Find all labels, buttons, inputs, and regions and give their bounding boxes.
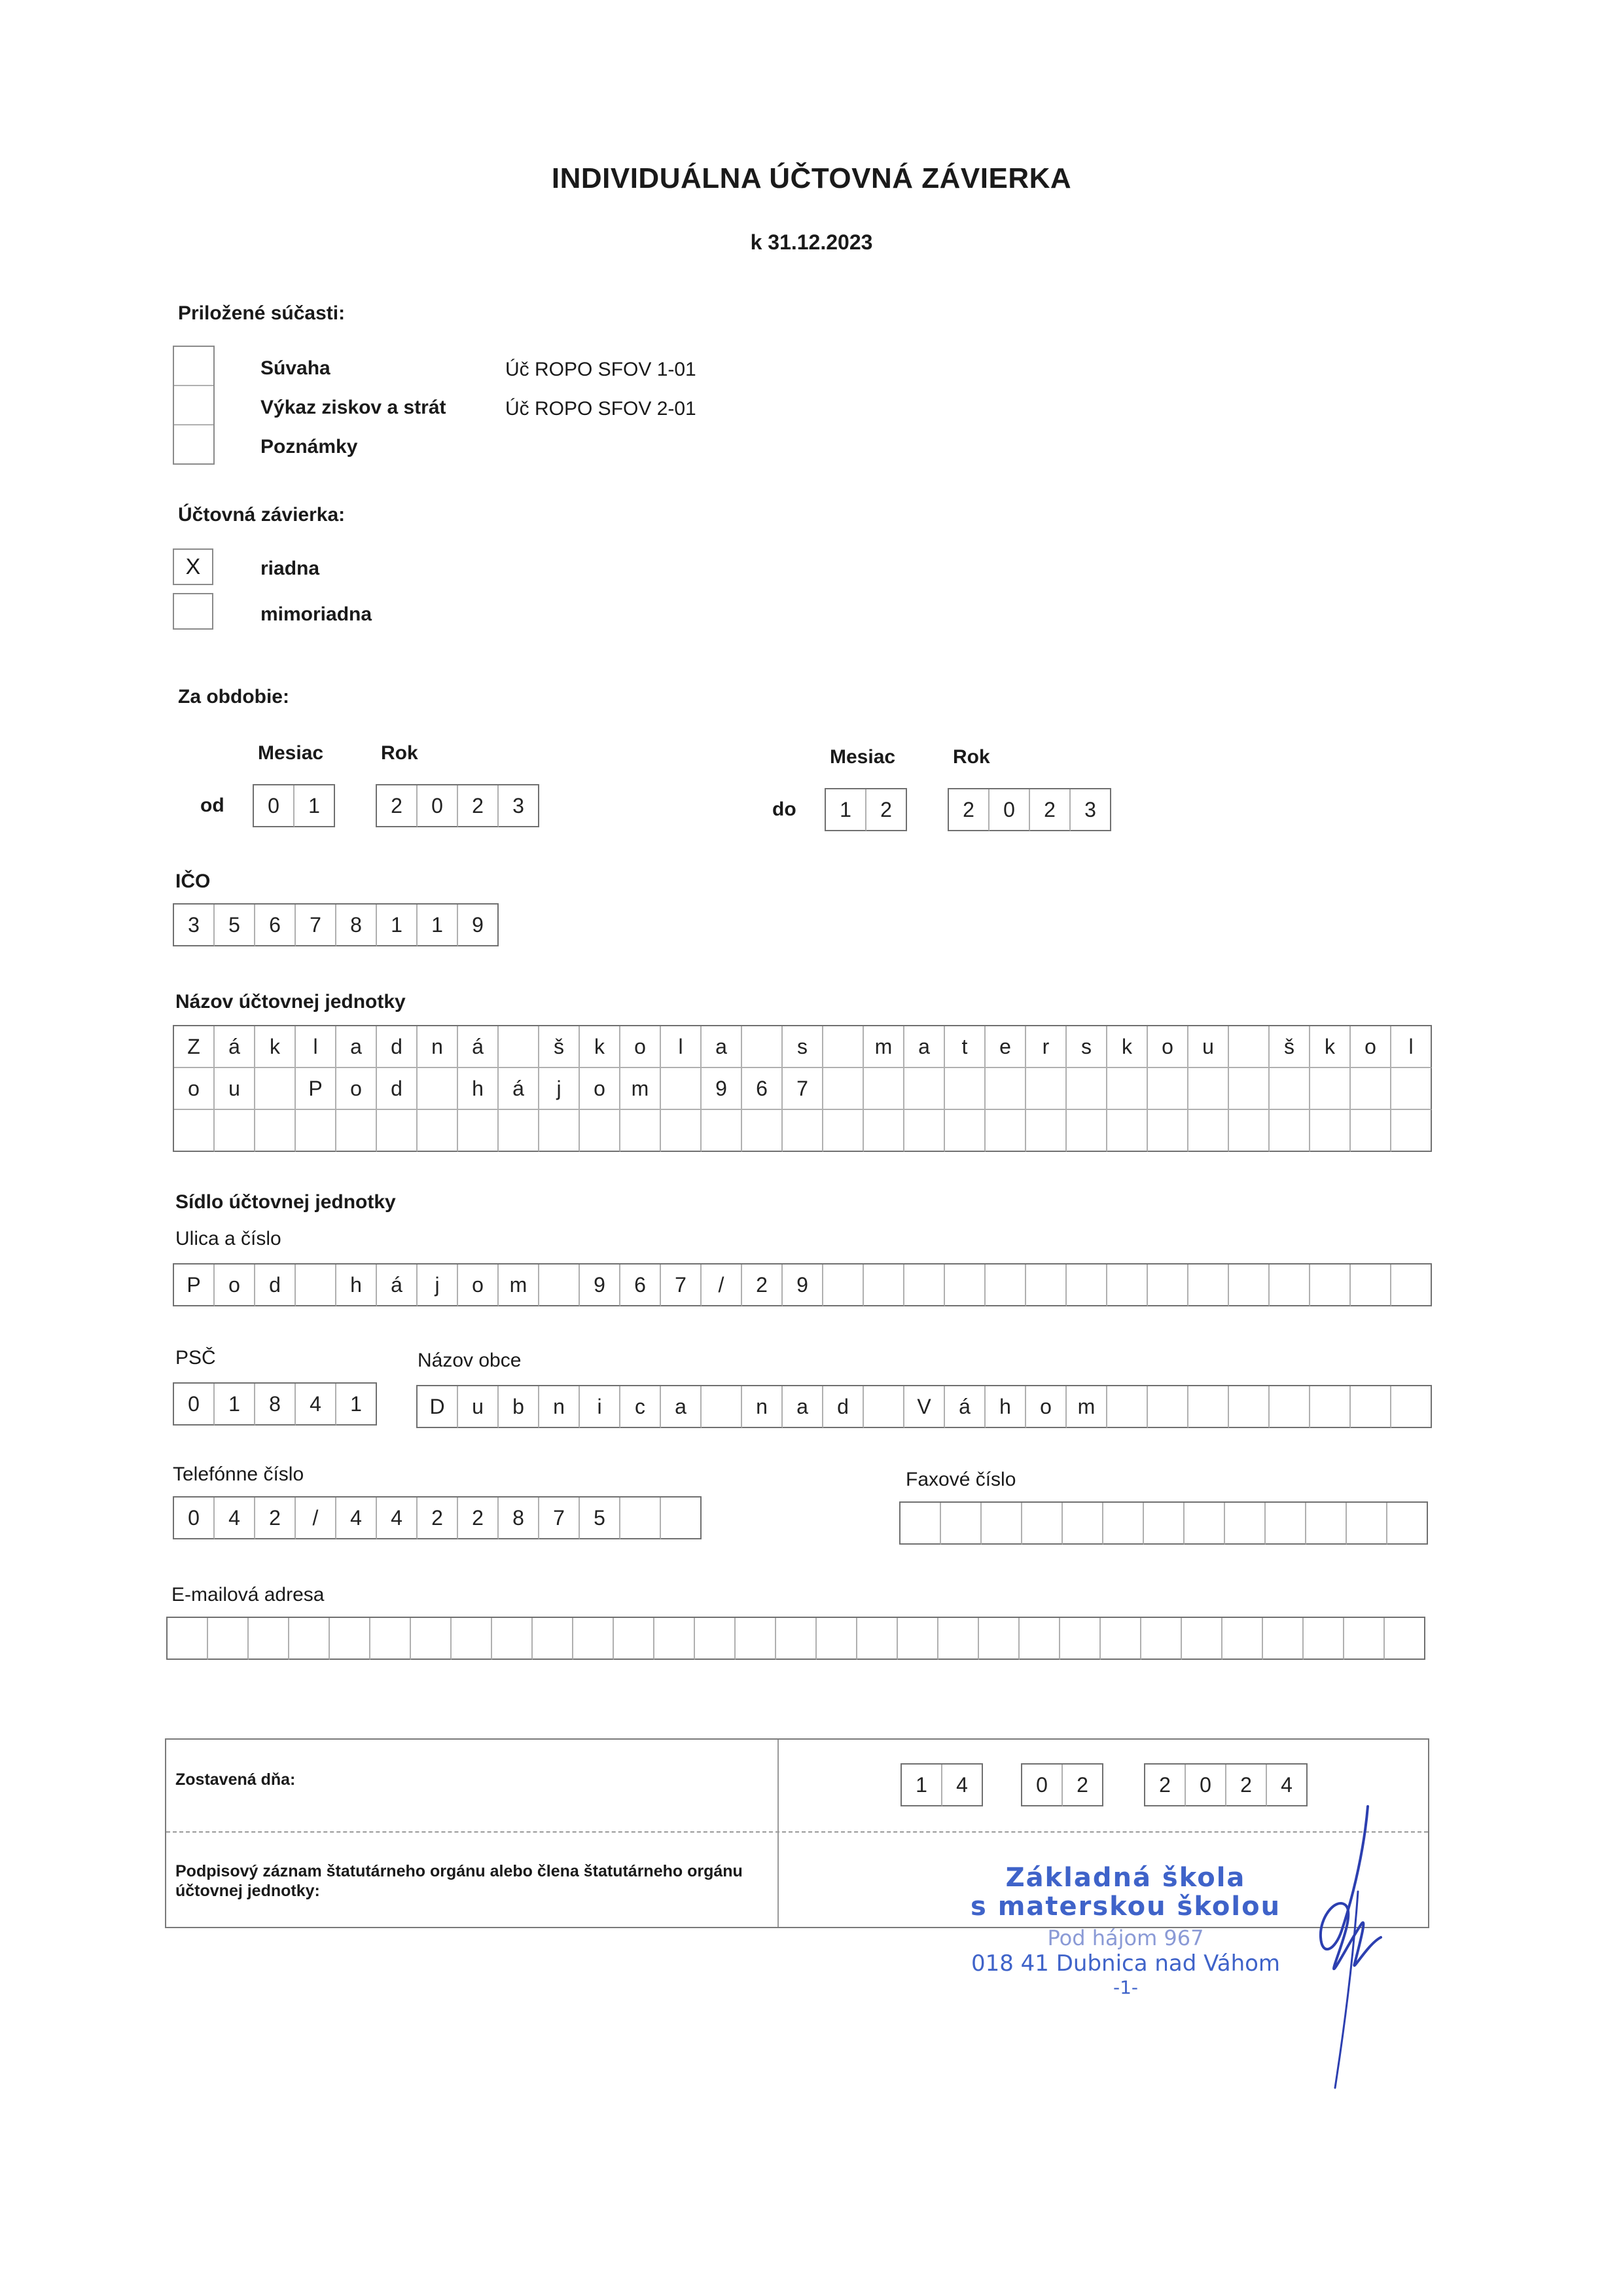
digit-cell[interactable]: 1 xyxy=(826,789,866,831)
char-cell[interactable]: a xyxy=(336,1026,377,1068)
char-cell[interactable]: 6 xyxy=(255,905,296,946)
char-cell[interactable] xyxy=(783,1110,823,1152)
char-cell[interactable]: 9 xyxy=(702,1068,742,1110)
closing-extraordinary-label: mimoriadna xyxy=(260,603,372,625)
char-cell[interactable] xyxy=(1148,1265,1188,1306)
char-cell[interactable]: š xyxy=(539,1026,580,1068)
char-cell[interactable] xyxy=(742,1110,783,1152)
char-cell[interactable]: d xyxy=(255,1265,296,1306)
char-cell[interactable] xyxy=(817,1618,857,1660)
char-cell[interactable]: / xyxy=(296,1498,336,1539)
closing-label: Účtovná závierka: xyxy=(178,504,346,526)
char-cell[interactable]: t xyxy=(945,1026,986,1068)
char-cell[interactable] xyxy=(418,1110,458,1152)
char-cell[interactable] xyxy=(1270,1265,1310,1306)
attachment-item-name: Súvaha xyxy=(260,357,330,379)
char-cell[interactable]: 6 xyxy=(620,1265,661,1306)
char-cell[interactable]: m xyxy=(499,1265,539,1306)
char-cell[interactable]: 8 xyxy=(499,1498,539,1539)
char-cell[interactable] xyxy=(1188,1068,1229,1110)
char-cell[interactable] xyxy=(1351,1110,1391,1152)
digit-cell[interactable]: 3 xyxy=(499,785,539,827)
email-grid xyxy=(166,1617,1425,1660)
ico-label: IČO xyxy=(175,870,211,892)
char-cell[interactable] xyxy=(1391,1110,1432,1152)
char-cell[interactable] xyxy=(1391,1068,1432,1110)
char-cell[interactable] xyxy=(1103,1503,1144,1545)
char-cell[interactable]: o xyxy=(458,1265,499,1306)
char-cell[interactable] xyxy=(370,1618,411,1660)
char-cell[interactable]: m xyxy=(1067,1386,1107,1428)
digit-cell[interactable]: 2 xyxy=(1063,1765,1103,1806)
char-cell[interactable] xyxy=(580,1110,620,1152)
compiled-date-label: Zostavená dňa: xyxy=(175,1770,296,1789)
char-cell[interactable] xyxy=(1144,1503,1185,1545)
char-cell[interactable] xyxy=(823,1265,864,1306)
document-title: INDIVIDUÁLNA ÚČTOVNÁ ZÁVIERKA xyxy=(551,162,1072,194)
char-cell[interactable] xyxy=(945,1110,986,1152)
char-cell[interactable]: m xyxy=(864,1026,904,1068)
digit-cell[interactable]: 0 xyxy=(254,785,294,827)
entity-name-grid xyxy=(173,1025,1432,1152)
psc-grid xyxy=(173,1382,377,1426)
char-cell[interactable]: k xyxy=(255,1026,296,1068)
char-cell[interactable]: 9 xyxy=(458,905,499,946)
char-cell[interactable]: m xyxy=(620,1068,661,1110)
char-cell[interactable] xyxy=(1351,1068,1391,1110)
char-cell[interactable] xyxy=(296,1110,336,1152)
char-cell[interactable]: 9 xyxy=(783,1265,823,1306)
digit-cell[interactable]: 2 xyxy=(1226,1765,1267,1806)
attachment-item-name: Výkaz ziskov a strát xyxy=(260,397,446,418)
char-cell[interactable] xyxy=(986,1265,1026,1306)
char-cell[interactable]: 1 xyxy=(215,1384,255,1426)
digit-cell[interactable]: 0 xyxy=(1022,1765,1063,1806)
char-cell[interactable] xyxy=(736,1618,776,1660)
ico-boxes xyxy=(173,903,499,946)
char-cell[interactable]: 6 xyxy=(742,1068,783,1110)
char-cell[interactable] xyxy=(1067,1265,1107,1306)
char-cell[interactable] xyxy=(823,1068,864,1110)
char-cell[interactable]: s xyxy=(783,1026,823,1068)
digit-cell[interactable]: 0 xyxy=(418,785,458,827)
char-cell[interactable] xyxy=(539,1110,580,1152)
char-cell[interactable] xyxy=(255,1110,296,1152)
char-cell[interactable]: l xyxy=(1391,1026,1432,1068)
char-cell[interactable]: h xyxy=(986,1386,1026,1428)
char-cell[interactable] xyxy=(654,1618,695,1660)
char-cell[interactable] xyxy=(1107,1265,1148,1306)
phone-label: Telefónne číslo xyxy=(173,1463,304,1485)
char-cell[interactable] xyxy=(776,1618,817,1660)
char-cell[interactable] xyxy=(377,1110,418,1152)
to-month-boxes xyxy=(825,788,907,831)
street-grid xyxy=(173,1263,1432,1306)
char-cell[interactable]: 2 xyxy=(458,1498,499,1539)
char-cell[interactable] xyxy=(986,1068,1026,1110)
char-cell[interactable]: 1 xyxy=(418,905,458,946)
digit-cell[interactable]: 2 xyxy=(1145,1765,1186,1806)
char-cell[interactable] xyxy=(1270,1068,1310,1110)
char-cell[interactable]: o xyxy=(215,1265,255,1306)
stamp-line-4: 018 41 Dubnica nad Váhom xyxy=(971,1950,1281,1977)
char-cell[interactable] xyxy=(864,1110,904,1152)
char-cell[interactable] xyxy=(452,1618,492,1660)
char-cell[interactable]: l xyxy=(661,1026,702,1068)
char-cell[interactable] xyxy=(1107,1386,1148,1428)
char-cell[interactable] xyxy=(499,1110,539,1152)
char-cell[interactable] xyxy=(168,1618,208,1660)
digit-cell[interactable]: 2 xyxy=(1030,789,1071,831)
char-cell[interactable] xyxy=(1026,1265,1067,1306)
char-cell[interactable] xyxy=(1026,1068,1067,1110)
attachment-item-code: Úč ROPO SFOV 2-01 xyxy=(505,398,696,420)
char-cell[interactable] xyxy=(1067,1110,1107,1152)
char-cell[interactable] xyxy=(986,1110,1026,1152)
char-cell[interactable]: 5 xyxy=(580,1498,620,1539)
char-cell[interactable]: 0 xyxy=(174,1384,215,1426)
char-cell[interactable]: o xyxy=(1351,1026,1391,1068)
char-cell[interactable]: 4 xyxy=(377,1498,418,1539)
char-cell[interactable] xyxy=(695,1618,736,1660)
char-cell[interactable]: o xyxy=(580,1068,620,1110)
street-label: Ulica a číslo xyxy=(175,1228,281,1249)
digit-cell[interactable]: 2 xyxy=(458,785,499,827)
attachment-item-code: Úč ROPO SFOV 1-01 xyxy=(505,359,696,380)
char-cell[interactable] xyxy=(492,1618,533,1660)
char-cell[interactable] xyxy=(941,1503,982,1545)
char-cell[interactable]: k xyxy=(1310,1026,1351,1068)
char-cell[interactable] xyxy=(1263,1618,1304,1660)
char-cell[interactable]: s xyxy=(1067,1026,1107,1068)
attachment-item-name: Poznámky xyxy=(260,436,358,457)
from-month-boxes xyxy=(253,784,335,827)
char-cell[interactable] xyxy=(418,1068,458,1110)
compiled-year-boxes xyxy=(1144,1763,1308,1806)
closing-extraordinary-checkbox[interactable] xyxy=(173,593,213,630)
signature-label: Podpisový záznam štatutárneho orgánu alebo člena štatutárneho orgánu účtovnej jednotky: xyxy=(175,1862,743,1900)
char-cell[interactable] xyxy=(904,1068,945,1110)
char-cell[interactable] xyxy=(411,1618,452,1660)
char-cell[interactable] xyxy=(499,1026,539,1068)
char-cell[interactable]: 4 xyxy=(296,1384,336,1426)
char-cell[interactable]: 2 xyxy=(742,1265,783,1306)
char-cell[interactable] xyxy=(289,1618,330,1660)
char-cell[interactable] xyxy=(1229,1026,1270,1068)
char-cell[interactable]: 5 xyxy=(215,905,255,946)
char-cell[interactable] xyxy=(864,1068,904,1110)
char-cell[interactable] xyxy=(982,1503,1022,1545)
char-cell[interactable]: u xyxy=(215,1068,255,1110)
char-cell[interactable] xyxy=(1225,1503,1266,1545)
char-cell[interactable] xyxy=(249,1618,289,1660)
attachments-label: Priložené súčasti: xyxy=(178,302,346,324)
char-cell[interactable] xyxy=(864,1265,904,1306)
char-cell[interactable] xyxy=(1270,1386,1310,1428)
char-cell[interactable] xyxy=(1188,1265,1229,1306)
char-cell[interactable]: P xyxy=(174,1265,215,1306)
compiled-day-boxes xyxy=(901,1763,983,1806)
char-cell[interactable] xyxy=(1266,1503,1306,1545)
to-month-label: Mesiac xyxy=(830,746,896,768)
stamp-line-5: -1- xyxy=(1113,1977,1139,1998)
char-cell[interactable] xyxy=(742,1026,783,1068)
char-cell[interactable]: u xyxy=(1188,1026,1229,1068)
char-cell[interactable]: b xyxy=(499,1386,539,1428)
char-cell[interactable]: D xyxy=(418,1386,458,1428)
digit-cell[interactable]: 2 xyxy=(949,789,990,831)
digit-cell[interactable]: 3 xyxy=(1071,789,1111,831)
char-cell[interactable]: h xyxy=(336,1265,377,1306)
char-cell[interactable] xyxy=(539,1265,580,1306)
char-cell[interactable]: á xyxy=(458,1026,499,1068)
char-cell[interactable] xyxy=(1107,1068,1148,1110)
char-cell[interactable]: 9 xyxy=(580,1265,620,1306)
char-cell[interactable]: h xyxy=(458,1068,499,1110)
stamp-line-2: s materskou školou xyxy=(970,1892,1281,1922)
char-cell[interactable] xyxy=(1391,1386,1432,1428)
char-cell[interactable] xyxy=(1310,1110,1351,1152)
char-cell[interactable] xyxy=(702,1110,742,1152)
char-cell[interactable]: P xyxy=(296,1068,336,1110)
char-cell[interactable] xyxy=(1020,1618,1060,1660)
char-cell[interactable]: 7 xyxy=(783,1068,823,1110)
char-cell[interactable]: c xyxy=(620,1386,661,1428)
char-cell[interactable] xyxy=(1101,1618,1141,1660)
char-cell[interactable]: n xyxy=(742,1386,783,1428)
char-cell[interactable] xyxy=(1351,1265,1391,1306)
char-cell[interactable] xyxy=(1060,1618,1101,1660)
char-cell[interactable] xyxy=(1182,1618,1222,1660)
document-date: k 31.12.2023 xyxy=(750,230,873,254)
char-cell[interactable] xyxy=(1188,1386,1229,1428)
char-cell[interactable] xyxy=(458,1110,499,1152)
stamp-line-3: Pod hájom 967 xyxy=(1047,1926,1204,1950)
char-cell[interactable] xyxy=(702,1386,742,1428)
char-cell[interactable] xyxy=(1306,1503,1347,1545)
digit-cell[interactable]: 0 xyxy=(1186,1765,1226,1806)
char-cell[interactable]: á xyxy=(945,1386,986,1428)
char-cell[interactable] xyxy=(661,1068,702,1110)
char-cell[interactable]: d xyxy=(377,1026,418,1068)
char-cell[interactable]: j xyxy=(539,1068,580,1110)
digit-cell[interactable]: 1 xyxy=(902,1765,942,1806)
char-cell[interactable]: á xyxy=(377,1265,418,1306)
closing-regular-label: riadna xyxy=(260,558,320,579)
char-cell[interactable] xyxy=(1310,1068,1351,1110)
char-cell[interactable] xyxy=(1347,1503,1387,1545)
digit-cell[interactable]: 4 xyxy=(942,1765,983,1806)
char-cell[interactable]: k xyxy=(1107,1026,1148,1068)
char-cell[interactable]: á xyxy=(499,1068,539,1110)
char-cell[interactable] xyxy=(1185,1503,1225,1545)
char-cell[interactable] xyxy=(1344,1618,1385,1660)
entity-name-label: Názov účtovnej jednotky xyxy=(175,991,406,1013)
char-cell[interactable] xyxy=(1229,1068,1270,1110)
digit-cell[interactable]: 0 xyxy=(990,789,1030,831)
char-cell[interactable]: 8 xyxy=(255,1384,296,1426)
from-label: od xyxy=(200,795,224,816)
char-cell[interactable]: j xyxy=(418,1265,458,1306)
from-month-label: Mesiac xyxy=(258,742,324,764)
char-cell[interactable]: 7 xyxy=(661,1265,702,1306)
char-cell[interactable] xyxy=(1229,1265,1270,1306)
char-cell[interactable] xyxy=(614,1618,654,1660)
char-cell[interactable]: n xyxy=(418,1026,458,1068)
char-cell[interactable] xyxy=(938,1618,979,1660)
char-cell[interactable] xyxy=(1022,1503,1063,1545)
char-cell[interactable] xyxy=(1063,1503,1103,1545)
char-cell[interactable]: i xyxy=(580,1386,620,1428)
char-cell[interactable] xyxy=(1148,1068,1188,1110)
char-cell[interactable] xyxy=(1270,1110,1310,1152)
char-cell[interactable]: o xyxy=(336,1068,377,1110)
char-cell[interactable] xyxy=(573,1618,614,1660)
digit-cell[interactable]: 2 xyxy=(377,785,418,827)
to-year-boxes xyxy=(948,788,1111,831)
char-cell[interactable]: l xyxy=(296,1026,336,1068)
char-cell[interactable] xyxy=(620,1110,661,1152)
char-cell[interactable]: a xyxy=(783,1386,823,1428)
from-year-label: Rok xyxy=(381,742,418,764)
char-cell[interactable]: 1 xyxy=(336,1384,377,1426)
char-cell[interactable]: á xyxy=(215,1026,255,1068)
char-cell[interactable] xyxy=(1222,1618,1263,1660)
char-cell[interactable] xyxy=(620,1498,661,1539)
char-cell[interactable]: d xyxy=(823,1386,864,1428)
char-cell[interactable]: Z xyxy=(174,1026,215,1068)
char-cell[interactable] xyxy=(330,1618,370,1660)
char-cell[interactable] xyxy=(296,1265,336,1306)
char-cell[interactable] xyxy=(1385,1618,1425,1660)
char-cell[interactable] xyxy=(1067,1068,1107,1110)
fax-label: Faxové číslo xyxy=(906,1469,1016,1490)
char-cell[interactable] xyxy=(1229,1110,1270,1152)
city-label: Názov obce xyxy=(418,1350,522,1371)
char-cell[interactable] xyxy=(1026,1110,1067,1152)
char-cell[interactable] xyxy=(857,1618,898,1660)
stamp-line-1: Základná škola xyxy=(1005,1863,1246,1893)
char-cell[interactable] xyxy=(1229,1386,1270,1428)
char-cell[interactable] xyxy=(1351,1386,1391,1428)
closing-regular-checkbox[interactable]: X xyxy=(173,548,213,585)
char-cell[interactable] xyxy=(1310,1265,1351,1306)
city-grid xyxy=(416,1385,1432,1428)
char-cell[interactable] xyxy=(904,1110,945,1152)
char-cell[interactable] xyxy=(898,1618,938,1660)
char-cell[interactable]: a xyxy=(661,1386,702,1428)
char-cell[interactable]: V xyxy=(904,1386,945,1428)
char-cell[interactable] xyxy=(1107,1110,1148,1152)
char-cell[interactable]: a xyxy=(702,1026,742,1068)
char-cell[interactable] xyxy=(904,1265,945,1306)
char-cell[interactable]: 0 xyxy=(174,1498,215,1539)
char-cell[interactable]: d xyxy=(377,1068,418,1110)
char-cell[interactable]: 2 xyxy=(255,1498,296,1539)
char-cell[interactable]: r xyxy=(1026,1026,1067,1068)
handwritten-signature xyxy=(1296,1793,1394,2101)
char-cell[interactable]: 8 xyxy=(336,905,377,946)
char-cell[interactable] xyxy=(255,1068,296,1110)
char-cell[interactable]: / xyxy=(702,1265,742,1306)
char-cell[interactable]: 3 xyxy=(174,905,215,946)
char-cell[interactable] xyxy=(661,1110,702,1152)
char-cell[interactable]: o xyxy=(1026,1386,1067,1428)
psc-label: PSČ xyxy=(175,1347,216,1369)
char-cell[interactable] xyxy=(1188,1110,1229,1152)
compiled-month-boxes xyxy=(1021,1763,1103,1806)
char-cell[interactable]: 4 xyxy=(215,1498,255,1539)
char-cell[interactable] xyxy=(979,1618,1020,1660)
digit-cell[interactable]: 1 xyxy=(294,785,335,827)
char-cell[interactable] xyxy=(661,1498,702,1539)
char-cell[interactable] xyxy=(823,1026,864,1068)
fax-grid xyxy=(899,1501,1428,1545)
digit-cell[interactable]: 2 xyxy=(866,789,907,831)
char-cell[interactable]: k xyxy=(580,1026,620,1068)
email-label: E-mailová adresa xyxy=(171,1584,325,1605)
char-cell[interactable] xyxy=(1391,1265,1432,1306)
char-cell[interactable]: š xyxy=(1270,1026,1310,1068)
char-cell[interactable] xyxy=(208,1618,249,1660)
char-cell[interactable] xyxy=(1304,1618,1344,1660)
attachments-checkbox-stack xyxy=(173,346,215,465)
char-cell[interactable] xyxy=(945,1068,986,1110)
char-cell[interactable]: 7 xyxy=(296,905,336,946)
char-cell[interactable] xyxy=(823,1110,864,1152)
char-cell[interactable] xyxy=(336,1110,377,1152)
char-cell[interactable] xyxy=(533,1618,573,1660)
char-cell[interactable]: 2 xyxy=(418,1498,458,1539)
char-cell[interactable] xyxy=(901,1503,941,1545)
char-cell[interactable]: o xyxy=(1148,1026,1188,1068)
char-cell[interactable]: a xyxy=(904,1026,945,1068)
period-label: Za obdobie: xyxy=(178,686,289,708)
char-cell[interactable]: 4 xyxy=(336,1498,377,1539)
digit-cell[interactable]: 4 xyxy=(1267,1765,1308,1806)
to-year-label: Rok xyxy=(953,746,990,768)
char-cell[interactable]: o xyxy=(620,1026,661,1068)
char-cell[interactable] xyxy=(215,1110,255,1152)
char-cell[interactable] xyxy=(1148,1386,1188,1428)
char-cell[interactable]: 1 xyxy=(377,905,418,946)
char-cell[interactable] xyxy=(945,1265,986,1306)
phone-grid xyxy=(173,1496,702,1539)
char-cell[interactable] xyxy=(1310,1386,1351,1428)
char-cell[interactable]: n xyxy=(539,1386,580,1428)
char-cell[interactable]: 7 xyxy=(539,1498,580,1539)
address-label: Sídlo účtovnej jednotky xyxy=(175,1191,396,1213)
char-cell[interactable] xyxy=(1148,1110,1188,1152)
char-cell[interactable] xyxy=(174,1110,215,1152)
char-cell[interactable]: o xyxy=(174,1068,215,1110)
char-cell[interactable]: u xyxy=(458,1386,499,1428)
char-cell[interactable] xyxy=(1387,1503,1428,1545)
char-cell[interactable] xyxy=(1141,1618,1182,1660)
to-label: do xyxy=(772,798,796,820)
char-cell[interactable] xyxy=(864,1386,904,1428)
char-cell[interactable]: e xyxy=(986,1026,1026,1068)
from-year-boxes xyxy=(376,784,539,827)
